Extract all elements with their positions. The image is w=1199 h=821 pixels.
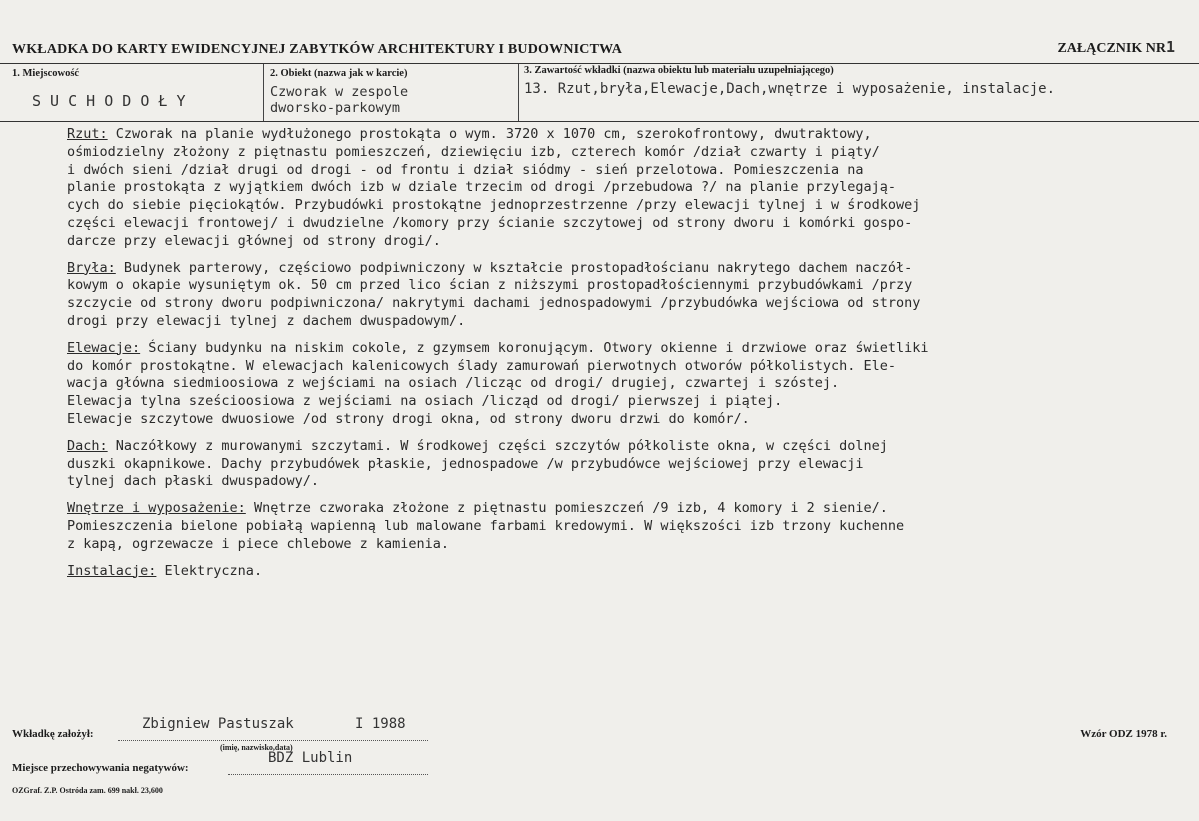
annex-label <box>1057 38 1175 57</box>
locality-value: S U C H O D O Ł Y <box>32 92 186 110</box>
storage-label: Miejsce przechowywania negatywów: <box>12 762 189 774</box>
section-wnetrze <box>67 500 1177 553</box>
section-bryla <box>67 260 1177 331</box>
section-heading: Bryła: <box>67 259 116 276</box>
author-label: Wkładkę założył: <box>12 728 94 740</box>
header-bottom-rule <box>0 121 1199 122</box>
section-heading: Dach: <box>67 437 108 454</box>
section-instalacje <box>67 563 1177 581</box>
author-hint: (imię, nazwisko,data) <box>220 743 293 752</box>
section-text: Czworak na planie wydłużonego prostokąta o wym. 3720 x 1070 cm, szerokofrontowy, dwutraktowy, ośmiodzielny złożony z piętnastu pomieszczeń, dziewięciu izb, czterech komór /dział czwarty i piąty/ i dwóch sieni /dział drugi od drogi - od frontu i dział siódmy - sień przelotowa. Pomieszczenia na planie prostokąta z wyjątkiem dwóch izb w dziale trzecim od drogi /przebudowa ?/ na planie przylegają- cych do siebie pięciokątów. Przybudówki prostokątne jednoprzestrzenne /przy elewacji tylnej i w środkowej części elewacji frontowej/ i dwudzielne /komory przy ścianie szczytowej od strony dworu i komórki gospo- darcze przy elewacji głównej od strony drogi/. <box>67 126 921 249</box>
section-heading: Instalacje: <box>67 562 157 579</box>
locality-label: 1. Miejscowość <box>12 68 80 79</box>
section-text: Ściany budynku na niskim cokole, z gzymsem koronującym. Otwory okienne i drzwiowe oraz świetliki do komór prostokątne. W elewacjach kalenicowych ślady zamurowań pierwotnych otworów półkolistych. Ele- wacja główna siedmioosiowa z wejściami na osiach /licząc od drogi/ drugiej, czwartej i szóstej. Elewacja tylna sześcioosiowa z wejściami na osiach /licząd od drogi/ pierwszej i piątej. Elewacje szczytowe dwuosiowe /od strony drogi okna, od strony dworu drzwi do komór/. <box>67 339 929 427</box>
section-text: Elektryczna. <box>156 562 263 579</box>
section-text: Budynek parterowy, częściowo podpiwniczony w kształcie prostopadłościanu nakrytego dachem naczół- kowym o okapie wysuniętym ok. 50 cm przed lico ścian z niższymi prostopadłościennymi przybudówkami /przy szczycie od strony dworu podpiwniczona/ nakrytymi dachami jednospadowymi /przybudówka wejściowa od strony drogi przy elewacji tylnej z dachem dwuspadowym/. <box>67 259 921 329</box>
object-value-line2: dworsko-parkowym <box>270 100 401 116</box>
form-reference: Wzór ODZ 1978 r. <box>1080 728 1167 740</box>
card-title: WKŁADKA DO KARTY EWIDENCYJNEJ ZABYTKÓW ARCHITEKTURY I BUDOWNICTWA <box>12 42 623 57</box>
content-value: 13. Rzut,bryła,Elewacje,Dach,wnętrze i wyposażenie, instalacje. <box>524 81 1056 97</box>
printer-imprint: OZGraf. Z.P. Ostróda zam. 699 nakł. 23,600 <box>12 786 163 795</box>
date-value: I 1988 <box>355 716 406 732</box>
object-value-line1: Czworak w zespole <box>270 84 409 100</box>
section-heading: Rzut: <box>67 126 108 142</box>
section-dach <box>67 438 1177 491</box>
annex-number: 1 <box>1165 38 1175 56</box>
section-elewacje <box>67 340 1177 429</box>
field-divider-1 <box>263 64 264 121</box>
header-top-rule <box>0 63 1199 64</box>
author-value: Zbigniew Pastuszak <box>142 716 294 732</box>
section-heading: Wnętrze i wyposażenie: <box>67 500 246 517</box>
content-label: 3. Zawartość wkładki (nazwa obiektu lub materiału uzupełniającego) <box>524 65 834 76</box>
section-heading: Elewacje: <box>67 339 141 356</box>
author-line <box>118 740 428 741</box>
object-label: 2. Obiekt (nazwa jak w karcie) <box>270 68 408 79</box>
section-text: Wnętrze czworaka złożone z piętnastu pomieszczeń /9 izb, 4 komory i 2 sienie/. Pomieszczenia bielone pobiałą wapienną lub malowane farbami kredowymi. W większości izb trzony kuchenne z kapą, ogrzewacze i piece chlebowe z kamienia. <box>67 500 905 552</box>
section-text: Naczółkowy z murowanymi szczytami. W środkowej części szczytów półkoliste okna, w części dolnej duszki okapnikowe. Dachy przybudówek płaskie, jednospadowe /w przybudówce wejściowej przy elewacji tylnej dach płaski dwuspadowy/. <box>67 437 888 490</box>
section-rzut <box>67 126 1177 251</box>
storage-value: BDZ Lublin <box>268 750 353 766</box>
description-body <box>67 126 1177 589</box>
storage-line <box>228 774 428 775</box>
field-divider-2 <box>518 64 519 121</box>
annex-text: ZAŁĄCZNIK NR <box>1057 41 1166 56</box>
